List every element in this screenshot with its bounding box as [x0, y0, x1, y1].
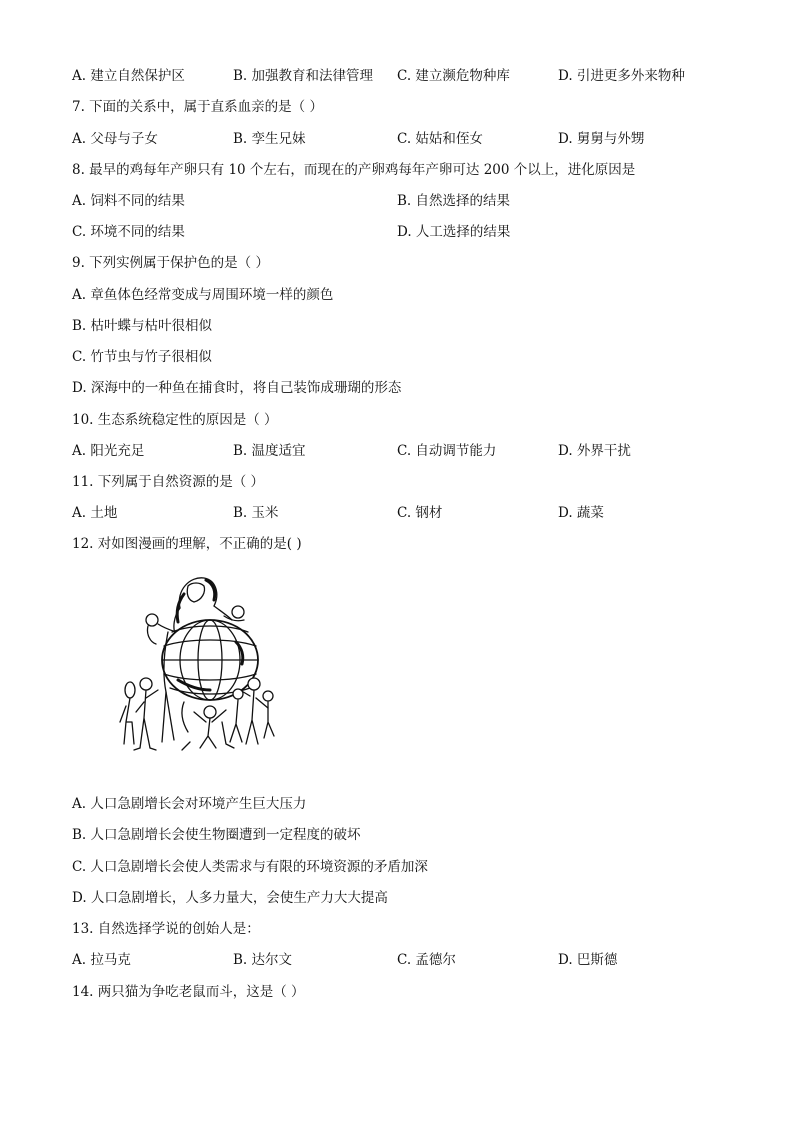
q14-stem: 14. 两只猫为争吃老鼠而斗，这是（ ）	[72, 984, 305, 1000]
q11-option-d: D. 蔬菜	[558, 505, 604, 521]
q7-option-d: D. 舅舅与外甥	[558, 131, 645, 147]
q12-stem: 12. 对如图漫画的理解，不正确的是( )	[72, 536, 302, 552]
q13-option-a: A. 拉马克	[72, 952, 131, 968]
q9-stem: 9. 下列实例属于保护色的是（ ）	[72, 255, 269, 271]
q8-option-d: D. 人工选择的结果	[397, 224, 511, 240]
q10-option-c: C. 自动调节能力	[397, 443, 497, 459]
q7-option-b: B. 孪生兄妹	[233, 131, 306, 147]
q12-option-a: A. 人口急剧增长会对环境产生巨大压力	[72, 796, 307, 812]
q11-option-c: C. 钢材	[397, 505, 443, 521]
q13-option-b: B. 达尔文	[233, 952, 293, 968]
q12-option-b: B. 人口急剧增长会使生物圈遭到一定程度的破坏	[72, 827, 361, 843]
q9-option-c: C. 竹节虫与竹子很相似	[72, 349, 212, 365]
q11-stem: 11. 下列属于自然资源的是（ ）	[72, 474, 265, 490]
q8-stem: 8. 最早的鸡每年产卵只有 10 个左右，而现在的产卵鸡每年产卵可达 200 个以上，进化原因是	[72, 162, 636, 178]
q12-option-d: D. 人口急剧增长，人多力量大，会使生产力大大提高	[72, 890, 388, 906]
cartoon-drawing	[118, 572, 283, 760]
q8-option-b: B. 自然选择的结果	[397, 193, 511, 209]
q13-stem: 13. 自然选择学说的创始人是：	[72, 921, 260, 937]
q7-stem: 7. 下面的关系中，属于直系血亲的是（ ）	[72, 99, 323, 115]
q7-option-a: A. 父母与子女	[72, 131, 158, 147]
q9-option-d: D. 深海中的一种鱼在捕食时，将自己装饰成珊瑚的形态	[72, 380, 402, 396]
q6-option-d: D. 引进更多外来物种	[558, 68, 685, 84]
q9-option-a: A. 章鱼体色经常变成与周围环境一样的颜色	[72, 287, 334, 303]
population-cartoon-figure	[118, 572, 283, 760]
q6-option-c: C. 建立濒危物种库	[397, 68, 510, 84]
q8-option-c: C. 环境不同的结果	[72, 224, 185, 240]
q11-option-a: A. 土地	[72, 505, 118, 521]
q10-option-d: D. 外界干扰	[558, 443, 631, 459]
q7-option-c: C. 姑姑和侄女	[397, 131, 483, 147]
q10-stem: 10. 生态系统稳定性的原因是（ ）	[72, 412, 278, 428]
q6-option-b: B. 加强教育和法律管理	[233, 68, 374, 84]
q10-option-a: A. 阳光充足	[72, 443, 145, 459]
q12-option-c: C. 人口急剧增长会使人类需求与有限的环境资源的矛盾加深	[72, 859, 428, 875]
q13-option-d: D. 巴斯德	[558, 952, 618, 968]
q11-option-b: B. 玉米	[233, 505, 279, 521]
q8-option-a: A. 饲料不同的结果	[72, 193, 185, 209]
q9-option-b: B. 枯叶蝶与枯叶很相似	[72, 318, 213, 334]
q13-option-c: C. 孟德尔	[397, 952, 456, 968]
q10-option-b: B. 温度适宜	[233, 443, 306, 459]
q6-option-a: A. 建立自然保护区	[72, 68, 185, 84]
